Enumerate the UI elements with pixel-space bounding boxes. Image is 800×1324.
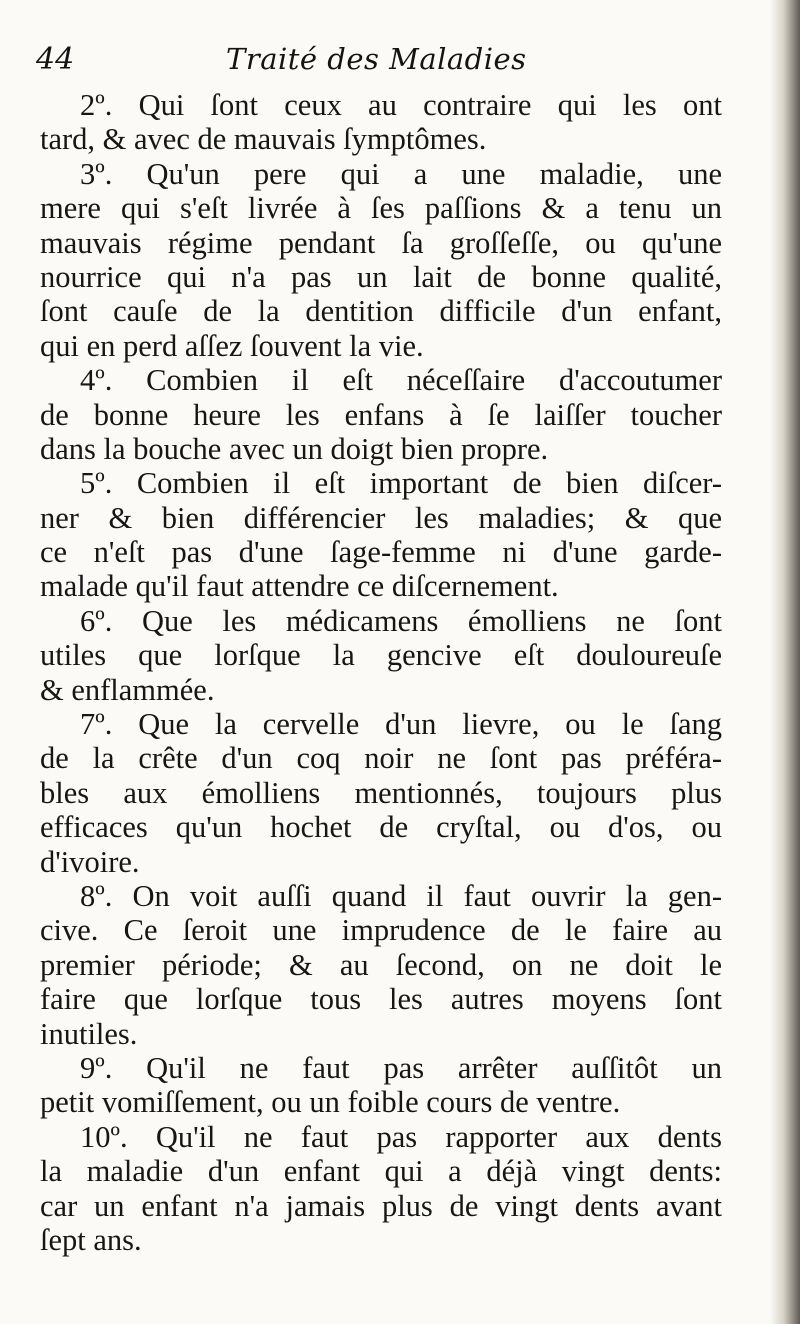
text-line: ce n'eſt pas d'une ſage-femme ni d'une garde- [40,535,722,570]
text-line: 10º. Qu'il ne faut pas rapporter aux dents [80,1119,722,1154]
text-line: cive. Ce ſeroit une imprudence de le faire au [40,913,722,948]
text-line: malade qu'il faut attendre ce diſcernement. [40,569,559,604]
text-line: de bonne heure les enfans à ſe laiſſer toucher [40,397,722,432]
text-line: mere qui s'eſt livrée à ſes paſſions & a tenu un [40,191,722,226]
text-line: petit vomiſſement, ou un foible cours de ventre. [40,1085,621,1120]
text-line: bles aux émolliens mentionnés, toujours plus [40,775,722,810]
page-gutter-shadow [770,0,800,1324]
text-line: nourrice qui n'a pas un lait de bonne qualité, [40,259,722,294]
text-line: 8º. On voit auſſi quand il faut ouvrir la gen- [80,878,722,913]
text-line: d'ivoire. [40,844,140,879]
running-title: Traité des Maladies [226,42,527,76]
text-line: efficaces qu'un hochet de cryſtal, ou d'os, ou [40,810,722,845]
page-number: 44 [36,42,75,77]
text-line: faire que lorſque tous les autres moyens ſont [40,982,722,1017]
text-line: tard, & avec de mauvais ſymptômes. [40,122,487,157]
text-line: car un enfant n'a jamais plus de vingt dents avant [40,1188,722,1223]
text-line: 6º. Que les médicamens émolliens ne ſont [80,603,722,638]
running-header [36,42,756,86]
text-line: premier période; & au ſecond, on ne doit le [40,947,722,982]
text-line: inutiles. [40,1016,138,1051]
text-line: 7º. Que la cervelle d'un lievre, ou le ſang [80,707,722,742]
text-line: mauvais régime pendant ſa groſſeſſe, ou qu'une [40,225,722,260]
text-line: & enflammée. [40,672,215,707]
text-line: ſept ans. [40,1222,142,1257]
text-line: ner & bien différencier les maladies; & que [40,500,722,535]
text-line: de la crête d'un coq noir ne ſont pas préféra- [40,741,722,776]
text-line: utiles que lorſque la gencive eſt douloureuſe [40,638,722,673]
text-line: 2º. Qui ſont ceux au contraire qui les ont [80,88,722,122]
text-line: 9º. Qu'il ne faut pas arrêter auſſitôt un [80,1050,722,1085]
body-text [40,88,722,1257]
text-line: 4º. Combien il eſt néceſſaire d'accoutumer [80,363,722,398]
text-line: 3º. Qu'un pere qui a une maladie, une [80,156,722,191]
text-line: 5º. Combien il eſt important de bien diſcer- [80,466,722,501]
text-line: ſont cauſe de la dentition difficile d'un enfant, [40,294,722,329]
text-line: la maladie d'un enfant qui a déjà vingt dents: [40,1154,722,1189]
text-line: dans la bouche avec un doigt bien propre. [40,431,549,466]
text-line: qui en perd aſſez ſouvent la vie. [40,328,424,363]
